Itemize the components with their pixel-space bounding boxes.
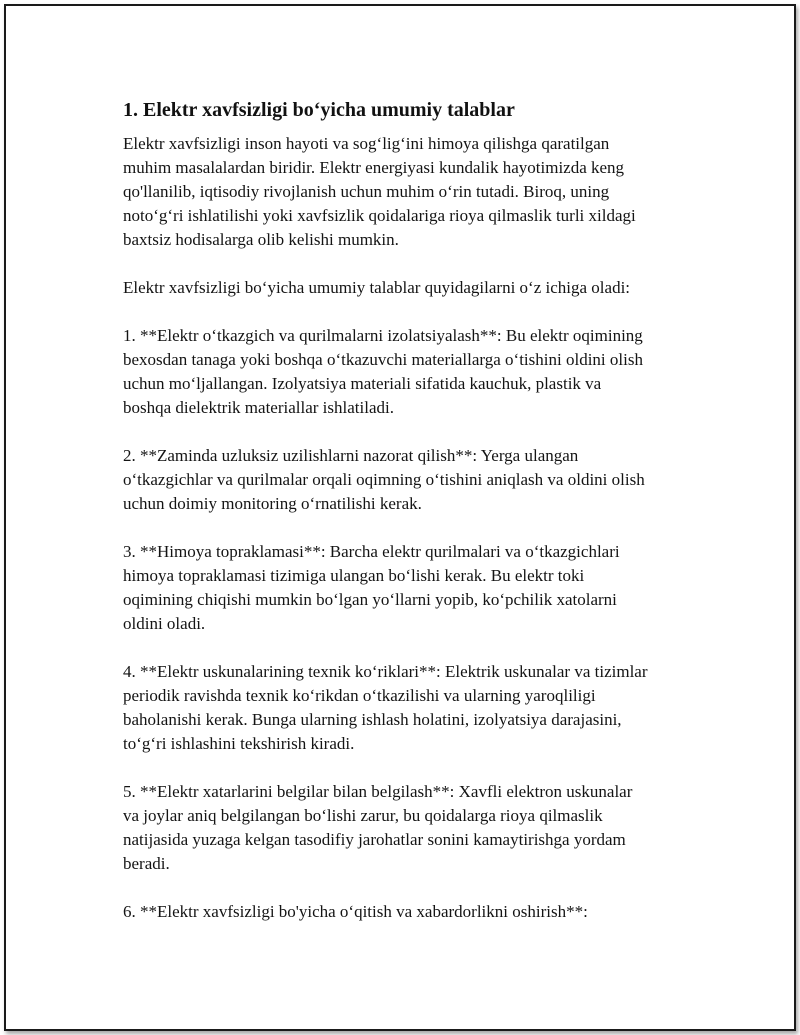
text-line: 4. **Elektr uskunalarining texnik ko‘riklari**: Elektrik uskunalar va tizimlar (123, 662, 648, 681)
text-line: boshqa dielektrik materiallar ishlatiladi. (123, 398, 394, 417)
text-line: periodik ravishda texnik ko‘rikdan o‘tkazilishi va ularning yaroqliligi (123, 686, 596, 705)
text-line: noto‘g‘ri ishlatilishi yoki xavfsizlik qoidalariga rioya qilmaslik turli xildagi (123, 206, 636, 225)
text-line: baholanishi kerak. Bunga ularning ishlash holatini, izolyatsiya darajasini, (123, 710, 622, 729)
requirement-item-3 (123, 540, 699, 636)
requirement-item-5 (123, 780, 699, 876)
text-line: 5. **Elektr xatarlarini belgilar bilan belgilash**: Xavfli elektron uskunalar (123, 782, 633, 801)
text-line: qo'llanilib, iqtisodiy rivojlanish uchun muhim o‘rin tutadi. Biroq, uning (123, 182, 610, 201)
requirement-item-6 (123, 900, 699, 924)
text-line: 6. **Elektr xavfsizligi bo'yicha o‘qitish va xabardorlikni oshirish**: (123, 902, 588, 921)
document-body (119, 96, 699, 948)
text-line: oldini oladi. (123, 614, 206, 633)
section-heading: 1. Elektr xavfsizligi bo‘yicha umumiy talablar (123, 99, 515, 121)
text-line: uchun doimiy monitoring o‘rnatilishi kerak. (123, 494, 422, 513)
intro-paragraph (123, 132, 699, 252)
text-line: va joylar aniq belgilangan bo‘lishi zarur, bu qoidalarga rioya qilmaslik (123, 806, 603, 825)
requirement-item-2 (123, 444, 699, 516)
text-line: to‘g‘ri ishlashini tekshirish kiradi. (123, 734, 355, 753)
text-line: Elektr xavfsizligi bo‘yicha umumiy talablar quyidagilarni o‘z ichiga oladi: (123, 278, 631, 297)
text-line: 1. **Elektr o‘tkazgich va qurilmalarni izolatsiyalash**: Bu elektr oqimining (123, 326, 643, 345)
text-line: himoya topraklamasi tizimiga ulangan bo‘lishi kerak. Bu elektr toki (123, 566, 585, 585)
document-page (4, 4, 796, 1031)
requirement-item-4 (123, 660, 699, 756)
text-line: muhim masalalardan biridir. Elektr energiyasi kundalik hayotimizda keng (123, 158, 625, 177)
text-line: bexosdan tanaga yoki boshqa o‘tkazuvchi materiallarga o‘tishini oldini olish (123, 350, 643, 369)
text-line: 3. **Himoya topraklamasi**: Barcha elektr qurilmalari va o‘tkazgichlari (123, 542, 620, 561)
text-line: Elektr xavfsizligi inson hayoti va sog‘lig‘ini himoya qilishga qaratilgan (123, 134, 610, 153)
text-line: beradi. (123, 854, 170, 873)
text-line: natijasida yuzaga kelgan tasodifiy jarohatlar sonini kamaytirishga yordam (123, 830, 626, 849)
text-line: uchun mo‘ljallangan. Izolyatsiya materiali sifatida kauchuk, plastik va (123, 374, 602, 393)
requirements-intro-paragraph (123, 276, 699, 300)
text-line: oqimining chiqishi mumkin bo‘lgan yo‘llarni yopib, ko‘pchilik xatolarni (123, 590, 617, 609)
text-line: 2. **Zaminda uzluksiz uzilishlarni nazorat qilish**: Yerga ulangan (123, 446, 579, 465)
requirement-item-1 (123, 324, 699, 420)
text-line: baxtsiz hodisalarga olib kelishi mumkin. (123, 230, 399, 249)
text-line: o‘tkazgichlar va qurilmalar orqali oqimning o‘tishini aniqlash va oldini olish (123, 470, 645, 489)
